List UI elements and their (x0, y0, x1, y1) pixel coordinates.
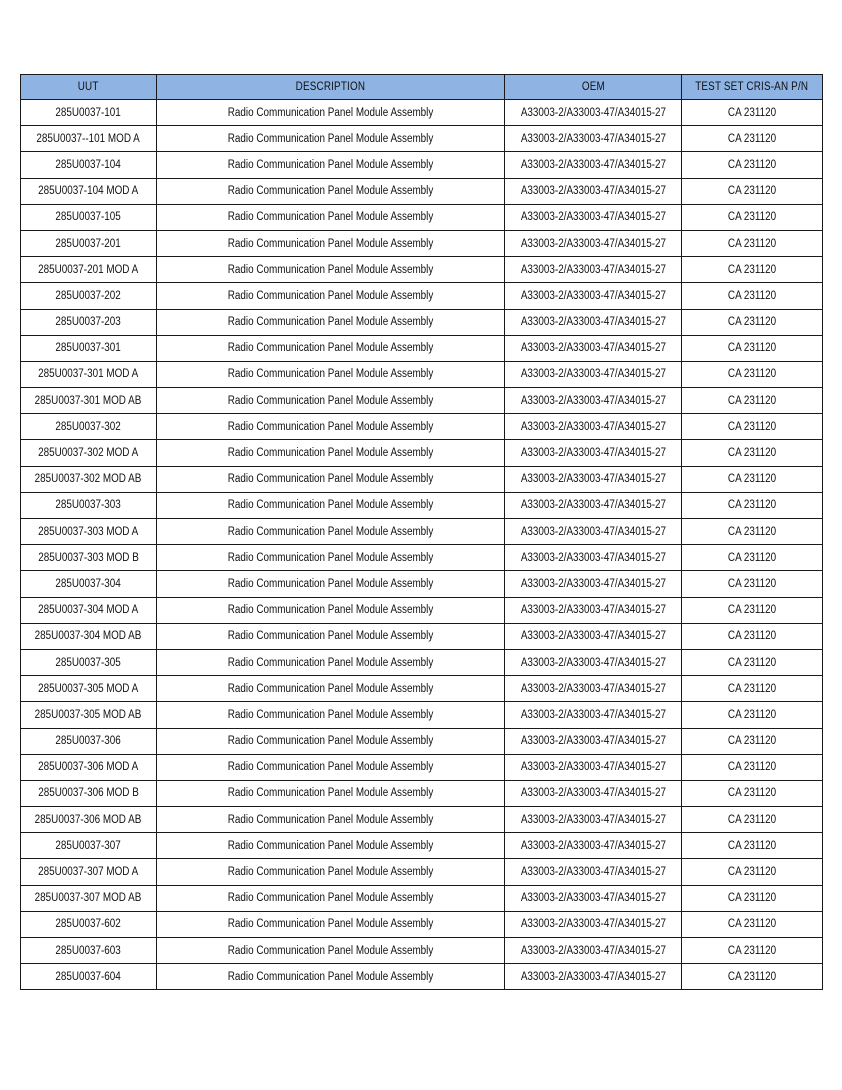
uut-cell: 285U0037-201 MOD A (21, 257, 157, 283)
uut-cell: 285U0037-301 MOD A (21, 361, 157, 387)
test-set-pn-cell: CA 231120 (682, 309, 823, 335)
oem-cell: A33003-2/A33003-47/A34015-27 (505, 230, 682, 256)
test-set-pn-cell: CA 231120 (682, 676, 823, 702)
oem-cell: A33003-2/A33003-47/A34015-27 (505, 964, 682, 990)
test-set-pn-cell: CA 231120 (682, 178, 823, 204)
uut-cell: 285U0037-105 (21, 204, 157, 230)
oem-cell: A33003-2/A33003-47/A34015-27 (505, 309, 682, 335)
uut-cell: 285U0037-303 MOD B (21, 545, 157, 571)
description-cell: Radio Communication Panel Module Assembly (157, 833, 505, 859)
description-cell: Radio Communication Panel Module Assembly (157, 702, 505, 728)
table-row (21, 283, 823, 309)
header-test-set-pn: TEST SET CRIS-AN P/N (682, 75, 823, 100)
uut-cell: 285U0037-602 (21, 911, 157, 937)
description-cell: Radio Communication Panel Module Assembly (157, 597, 505, 623)
table-body (21, 100, 823, 990)
description-cell: Radio Communication Panel Module Assembly (157, 754, 505, 780)
parts-table (20, 74, 823, 990)
description-cell: Radio Communication Panel Module Assembly (157, 230, 505, 256)
oem-cell: A33003-2/A33003-47/A34015-27 (505, 676, 682, 702)
test-set-pn-cell: CA 231120 (682, 440, 823, 466)
header-uut: UUT (21, 75, 157, 100)
uut-cell: 285U0037-307 MOD A (21, 859, 157, 885)
header-oem: OEM (505, 75, 682, 100)
description-cell: Radio Communication Panel Module Assembly (157, 466, 505, 492)
oem-cell: A33003-2/A33003-47/A34015-27 (505, 728, 682, 754)
uut-cell: 285U0037-305 (21, 649, 157, 675)
test-set-pn-cell: CA 231120 (682, 204, 823, 230)
table-row (21, 754, 823, 780)
oem-cell: A33003-2/A33003-47/A34015-27 (505, 597, 682, 623)
oem-cell: A33003-2/A33003-47/A34015-27 (505, 519, 682, 545)
description-cell: Radio Communication Panel Module Assembly (157, 440, 505, 466)
description-cell: Radio Communication Panel Module Assembly (157, 885, 505, 911)
description-cell: Radio Communication Panel Module Assembly (157, 780, 505, 806)
test-set-pn-cell: CA 231120 (682, 597, 823, 623)
description-cell: Radio Communication Panel Module Assembly (157, 414, 505, 440)
test-set-pn-cell: CA 231120 (682, 885, 823, 911)
table-header (21, 75, 823, 100)
table-row (21, 519, 823, 545)
table-row (21, 361, 823, 387)
table-row (21, 938, 823, 964)
table-row (21, 807, 823, 833)
table-row (21, 859, 823, 885)
test-set-pn-cell: CA 231120 (682, 361, 823, 387)
test-set-pn-cell: CA 231120 (682, 492, 823, 518)
table-row (21, 649, 823, 675)
oem-cell: A33003-2/A33003-47/A34015-27 (505, 335, 682, 361)
table-row (21, 833, 823, 859)
uut-cell: 285U0037-304 MOD A (21, 597, 157, 623)
description-cell: Radio Communication Panel Module Assembly (157, 283, 505, 309)
table-row (21, 676, 823, 702)
uut-cell: 285U0037-202 (21, 283, 157, 309)
test-set-pn-cell: CA 231120 (682, 388, 823, 414)
oem-cell: A33003-2/A33003-47/A34015-27 (505, 938, 682, 964)
uut-cell: 285U0037-307 (21, 833, 157, 859)
oem-cell: A33003-2/A33003-47/A34015-27 (505, 833, 682, 859)
test-set-pn-cell: CA 231120 (682, 571, 823, 597)
description-cell: Radio Communication Panel Module Assembly (157, 100, 505, 126)
table-row (21, 492, 823, 518)
table-row (21, 204, 823, 230)
description-cell: Radio Communication Panel Module Assembly (157, 938, 505, 964)
table-row (21, 440, 823, 466)
description-cell: Radio Communication Panel Module Assembly (157, 309, 505, 335)
description-cell: Radio Communication Panel Module Assembly (157, 204, 505, 230)
uut-cell: 285U0037-104 MOD A (21, 178, 157, 204)
description-cell: Radio Communication Panel Module Assembly (157, 728, 505, 754)
table-row (21, 309, 823, 335)
uut-cell: 285U0037-604 (21, 964, 157, 990)
description-cell: Radio Communication Panel Module Assembly (157, 859, 505, 885)
description-cell: Radio Communication Panel Module Assembly (157, 623, 505, 649)
oem-cell: A33003-2/A33003-47/A34015-27 (505, 702, 682, 728)
test-set-pn-cell: CA 231120 (682, 230, 823, 256)
test-set-pn-cell: CA 231120 (682, 257, 823, 283)
oem-cell: A33003-2/A33003-47/A34015-27 (505, 859, 682, 885)
test-set-pn-cell: CA 231120 (682, 754, 823, 780)
test-set-pn-cell: CA 231120 (682, 807, 823, 833)
test-set-pn-cell: CA 231120 (682, 623, 823, 649)
test-set-pn-cell: CA 231120 (682, 545, 823, 571)
table-row (21, 911, 823, 937)
table-row (21, 597, 823, 623)
oem-cell: A33003-2/A33003-47/A34015-27 (505, 545, 682, 571)
uut-cell: 285U0037-201 (21, 230, 157, 256)
test-set-pn-cell: CA 231120 (682, 702, 823, 728)
uut-cell: 285U0037-301 (21, 335, 157, 361)
uut-cell: 285U0037-301 MOD AB (21, 388, 157, 414)
table-row (21, 623, 823, 649)
uut-cell: 285U0037-307 MOD AB (21, 885, 157, 911)
description-cell: Radio Communication Panel Module Assembly (157, 178, 505, 204)
description-cell: Radio Communication Panel Module Assembly (157, 257, 505, 283)
description-cell: Radio Communication Panel Module Assembly (157, 335, 505, 361)
table-row (21, 100, 823, 126)
test-set-pn-cell: CA 231120 (682, 859, 823, 885)
uut-cell: 285U0037--101 MOD A (21, 126, 157, 152)
description-cell: Radio Communication Panel Module Assembly (157, 545, 505, 571)
table-row (21, 885, 823, 911)
description-cell: Radio Communication Panel Module Assembly (157, 676, 505, 702)
parts-table-container (20, 74, 822, 990)
description-cell: Radio Communication Panel Module Assembly (157, 361, 505, 387)
uut-cell: 285U0037-101 (21, 100, 157, 126)
oem-cell: A33003-2/A33003-47/A34015-27 (505, 283, 682, 309)
oem-cell: A33003-2/A33003-47/A34015-27 (505, 649, 682, 675)
description-cell: Radio Communication Panel Module Assembly (157, 964, 505, 990)
uut-cell: 285U0037-306 MOD B (21, 780, 157, 806)
description-cell: Radio Communication Panel Module Assembly (157, 649, 505, 675)
oem-cell: A33003-2/A33003-47/A34015-27 (505, 466, 682, 492)
uut-cell: 285U0037-303 (21, 492, 157, 518)
oem-cell: A33003-2/A33003-47/A34015-27 (505, 257, 682, 283)
table-row (21, 702, 823, 728)
oem-cell: A33003-2/A33003-47/A34015-27 (505, 152, 682, 178)
test-set-pn-cell: CA 231120 (682, 911, 823, 937)
test-set-pn-cell: CA 231120 (682, 335, 823, 361)
oem-cell: A33003-2/A33003-47/A34015-27 (505, 623, 682, 649)
oem-cell: A33003-2/A33003-47/A34015-27 (505, 178, 682, 204)
table-row (21, 152, 823, 178)
table-row (21, 257, 823, 283)
uut-cell: 285U0037-203 (21, 309, 157, 335)
oem-cell: A33003-2/A33003-47/A34015-27 (505, 492, 682, 518)
uut-cell: 285U0037-304 MOD AB (21, 623, 157, 649)
uut-cell: 285U0037-306 MOD A (21, 754, 157, 780)
test-set-pn-cell: CA 231120 (682, 126, 823, 152)
oem-cell: A33003-2/A33003-47/A34015-27 (505, 440, 682, 466)
table-row (21, 335, 823, 361)
table-row (21, 388, 823, 414)
description-cell: Radio Communication Panel Module Assembly (157, 911, 505, 937)
uut-cell: 285U0037-302 MOD AB (21, 466, 157, 492)
test-set-pn-cell: CA 231120 (682, 100, 823, 126)
test-set-pn-cell: CA 231120 (682, 466, 823, 492)
uut-cell: 285U0037-304 (21, 571, 157, 597)
table-row (21, 414, 823, 440)
oem-cell: A33003-2/A33003-47/A34015-27 (505, 780, 682, 806)
table-row (21, 964, 823, 990)
table-row (21, 780, 823, 806)
description-cell: Radio Communication Panel Module Assembly (157, 519, 505, 545)
uut-cell: 285U0037-303 MOD A (21, 519, 157, 545)
oem-cell: A33003-2/A33003-47/A34015-27 (505, 911, 682, 937)
test-set-pn-cell: CA 231120 (682, 649, 823, 675)
test-set-pn-cell: CA 231120 (682, 780, 823, 806)
oem-cell: A33003-2/A33003-47/A34015-27 (505, 100, 682, 126)
table-row (21, 230, 823, 256)
oem-cell: A33003-2/A33003-47/A34015-27 (505, 361, 682, 387)
uut-cell: 285U0037-306 MOD AB (21, 807, 157, 833)
uut-cell: 285U0037-302 MOD A (21, 440, 157, 466)
table-row (21, 571, 823, 597)
uut-cell: 285U0037-603 (21, 938, 157, 964)
table-row (21, 466, 823, 492)
header-description: DESCRIPTION (157, 75, 505, 100)
test-set-pn-cell: CA 231120 (682, 833, 823, 859)
uut-cell: 285U0037-305 MOD A (21, 676, 157, 702)
test-set-pn-cell: CA 231120 (682, 152, 823, 178)
test-set-pn-cell: CA 231120 (682, 283, 823, 309)
oem-cell: A33003-2/A33003-47/A34015-27 (505, 571, 682, 597)
table-row (21, 728, 823, 754)
table-row (21, 126, 823, 152)
description-cell: Radio Communication Panel Module Assembly (157, 807, 505, 833)
oem-cell: A33003-2/A33003-47/A34015-27 (505, 388, 682, 414)
oem-cell: A33003-2/A33003-47/A34015-27 (505, 204, 682, 230)
uut-cell: 285U0037-104 (21, 152, 157, 178)
description-cell: Radio Communication Panel Module Assembly (157, 126, 505, 152)
header-row (21, 75, 823, 100)
description-cell: Radio Communication Panel Module Assembly (157, 388, 505, 414)
table-row (21, 178, 823, 204)
oem-cell: A33003-2/A33003-47/A34015-27 (505, 414, 682, 440)
description-cell: Radio Communication Panel Module Assembly (157, 571, 505, 597)
description-cell: Radio Communication Panel Module Assembly (157, 492, 505, 518)
uut-cell: 285U0037-306 (21, 728, 157, 754)
oem-cell: A33003-2/A33003-47/A34015-27 (505, 126, 682, 152)
test-set-pn-cell: CA 231120 (682, 964, 823, 990)
oem-cell: A33003-2/A33003-47/A34015-27 (505, 885, 682, 911)
test-set-pn-cell: CA 231120 (682, 519, 823, 545)
uut-cell: 285U0037-302 (21, 414, 157, 440)
test-set-pn-cell: CA 231120 (682, 414, 823, 440)
oem-cell: A33003-2/A33003-47/A34015-27 (505, 807, 682, 833)
table-row (21, 545, 823, 571)
uut-cell: 285U0037-305 MOD AB (21, 702, 157, 728)
description-cell: Radio Communication Panel Module Assembly (157, 152, 505, 178)
test-set-pn-cell: CA 231120 (682, 938, 823, 964)
test-set-pn-cell: CA 231120 (682, 728, 823, 754)
oem-cell: A33003-2/A33003-47/A34015-27 (505, 754, 682, 780)
